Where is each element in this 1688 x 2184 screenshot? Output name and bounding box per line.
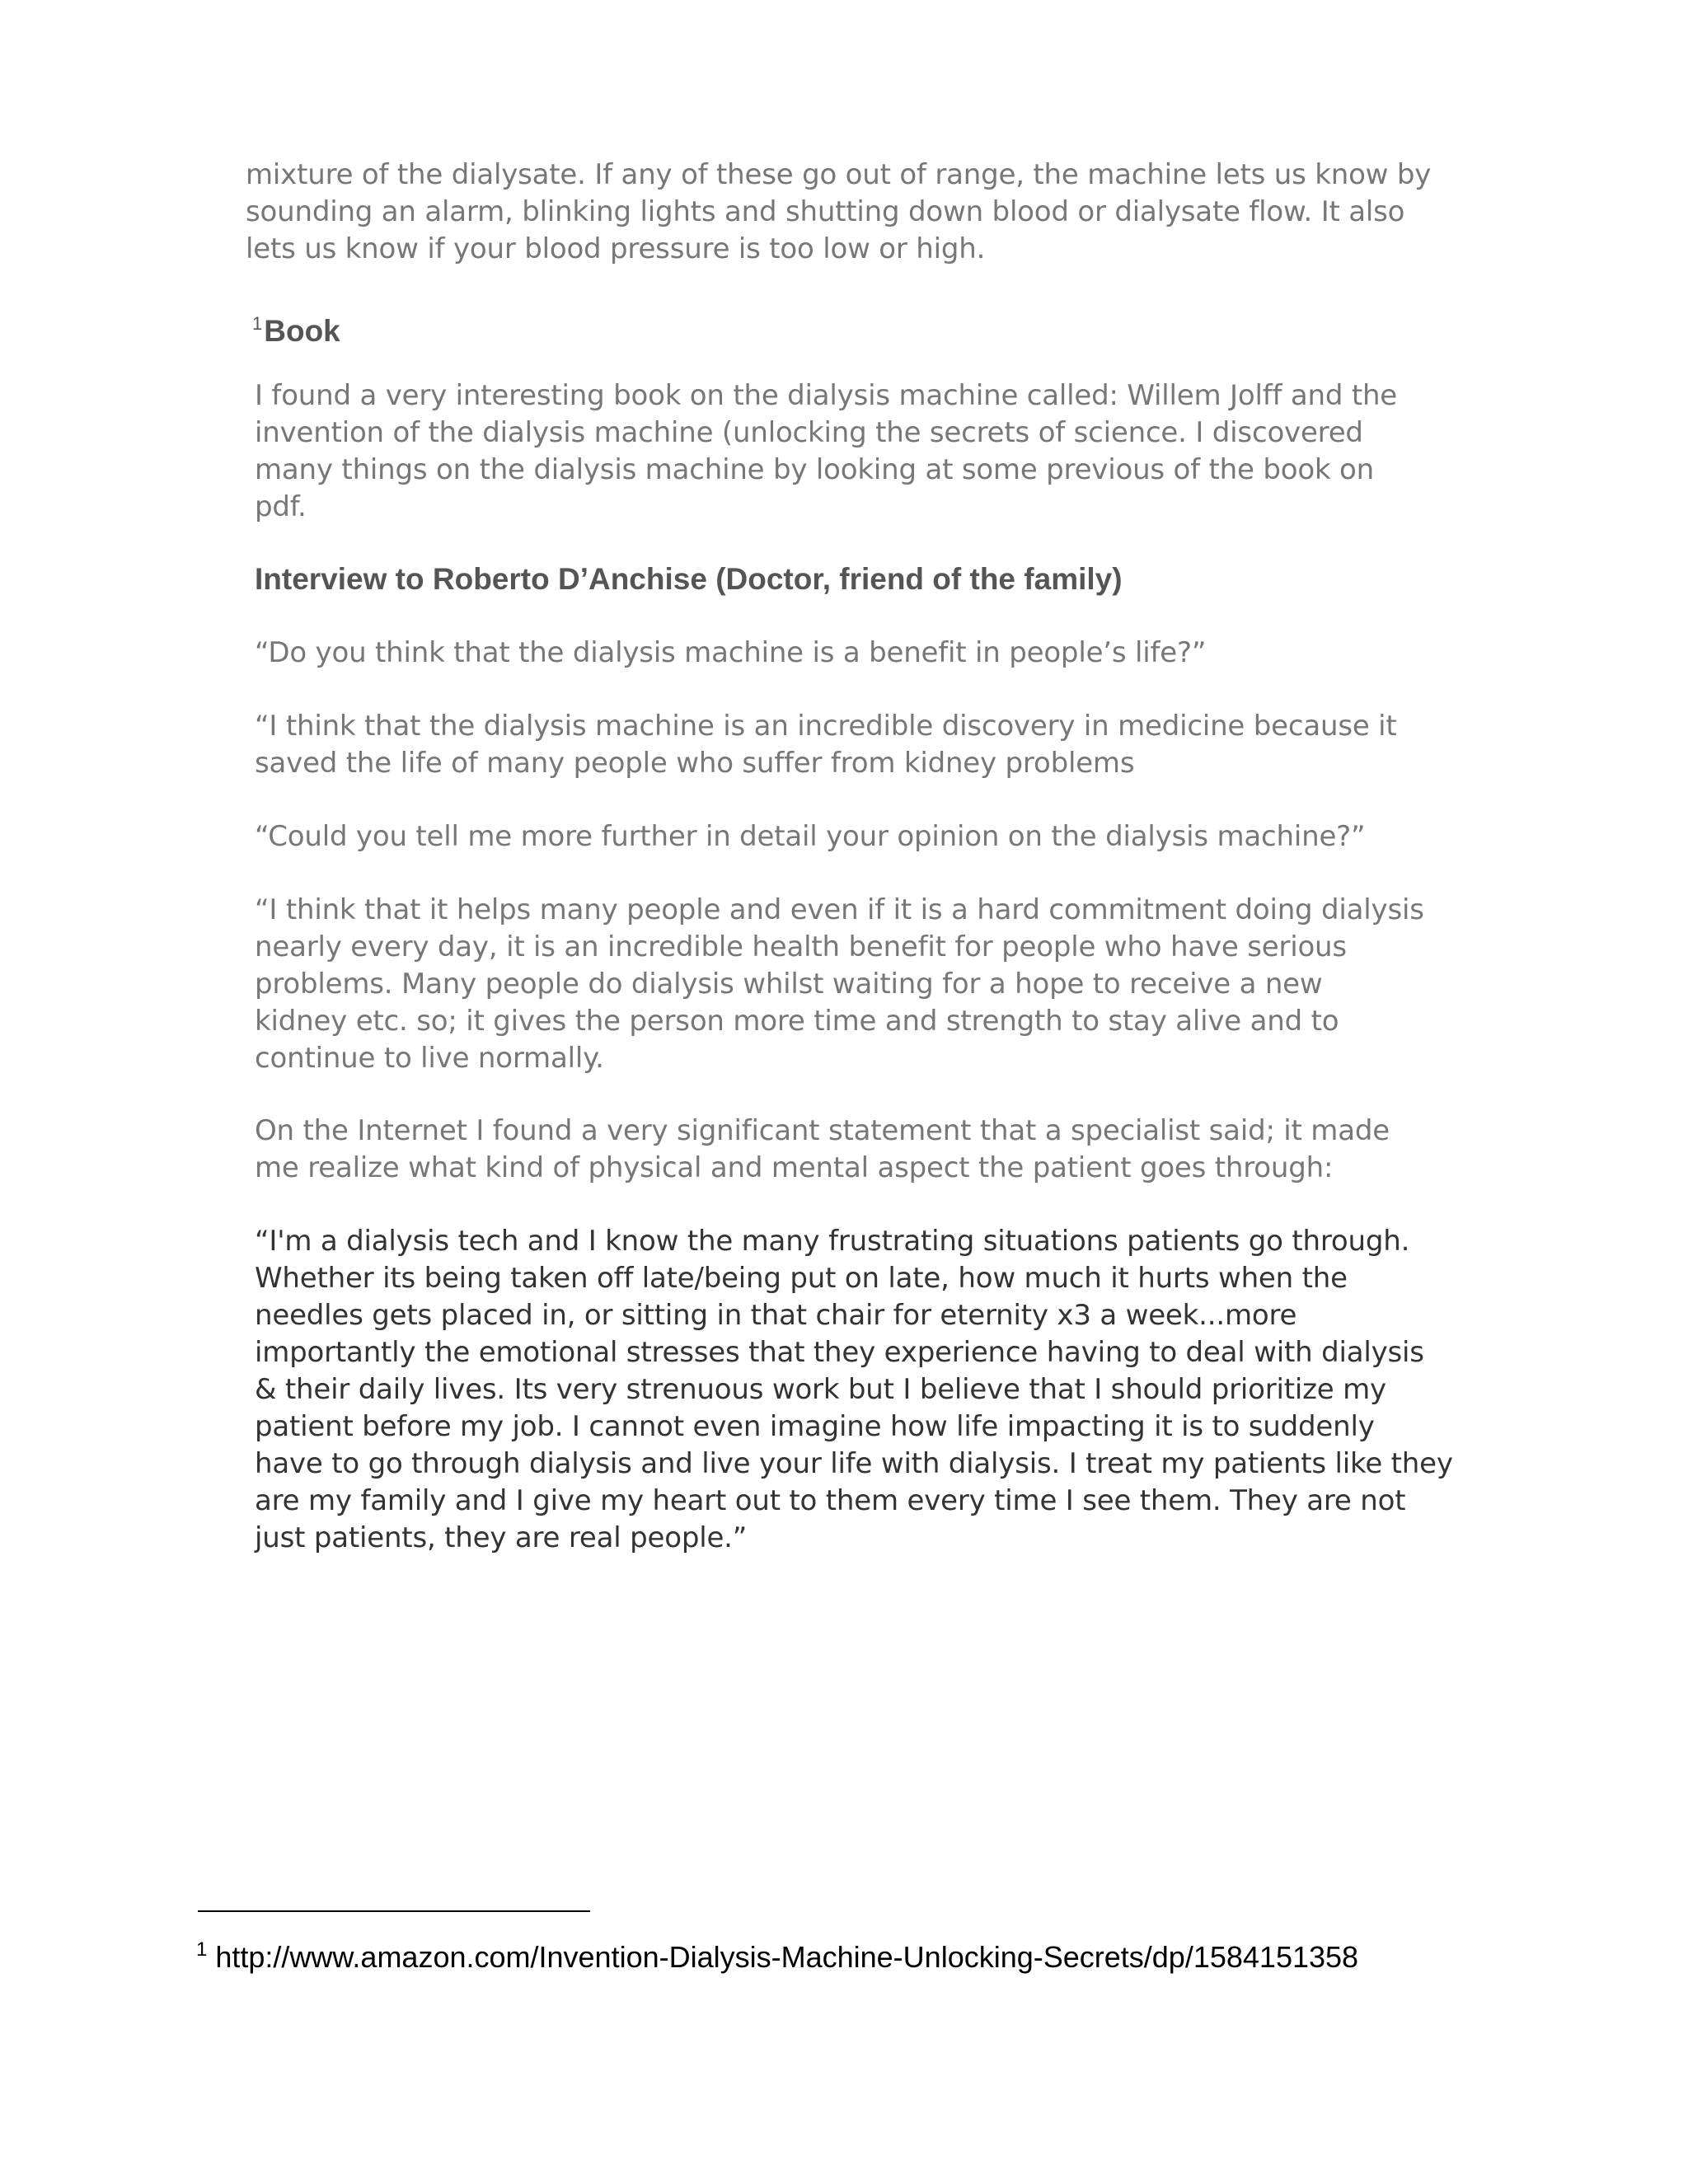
interview-question-1 xyxy=(255,635,1688,672)
text-line: continue to live normally. xyxy=(255,1042,604,1075)
book-paragraph xyxy=(255,377,1688,526)
book-heading xyxy=(252,305,340,349)
text-line: “I'm a dialysis tech and I know the many frustrating situations patients go through. xyxy=(255,1225,1410,1258)
continuation-paragraph xyxy=(246,157,1688,268)
interview-answer-2 xyxy=(255,892,1688,1077)
text-line: mixture of the dialysate. If any of these go out of range, the machine lets us know by xyxy=(246,158,1432,191)
book-heading-text: Book xyxy=(264,314,340,348)
text-line: pdf. xyxy=(255,490,307,523)
text-line: “I think that it helps many people and even if it is a hard commitment doing dialysis xyxy=(255,893,1424,926)
interview-heading xyxy=(255,560,1123,598)
text-line: many things on the dialysis machine by looking at some previous of the book on xyxy=(255,453,1374,486)
text-line: invention of the dialysis machine (unlocking the secrets of science. I discovered xyxy=(255,416,1363,449)
text-line: “Do you think that the dialysis machine is a benefit in people’s life?” xyxy=(255,636,1207,669)
text-line: are my family and I give my heart out to them every time I see them. They are not xyxy=(255,1484,1406,1517)
text-line: importantly the emotional stresses that they experience having to deal with dialysis xyxy=(255,1336,1424,1369)
text-line: saved the life of many people who suffer from kidney problems xyxy=(255,747,1135,780)
text-line: sounding an alarm, blinking lights and shutting down blood or dialysate flow. It also xyxy=(246,195,1405,228)
text-line: “I think that the dialysis machine is an incredible discovery in medicine because it xyxy=(255,710,1397,743)
text-line: have to go through dialysis and live your life with dialysis. I treat my patients like they xyxy=(255,1447,1453,1480)
text-line: me realize what kind of physical and mental aspect the patient goes through: xyxy=(255,1151,1334,1184)
text-line: kidney etc. so; it gives the person more time and strength to stay alive and to xyxy=(255,1005,1339,1038)
text-line: “Could you tell me more further in detail your opinion on the dialysis machine?” xyxy=(255,820,1366,853)
footnote xyxy=(196,1930,1358,1977)
text-line: nearly every day, it is an incredible health benefit for people who have serious xyxy=(255,930,1347,963)
interview-answer-1 xyxy=(255,708,1688,782)
internet-paragraph xyxy=(255,1113,1688,1187)
text-line: needles gets placed in, or sitting in that chair for eternity x3 a week...more xyxy=(255,1299,1297,1332)
text-line: I found a very interesting book on the dialysis machine called: Willem Jolff and the xyxy=(255,379,1398,412)
footnote-reference[interactable]: 1 xyxy=(252,313,263,334)
footnote-number: 1 xyxy=(196,1938,208,1961)
footnote-separator xyxy=(198,1910,590,1912)
text-line: patient before my job. I cannot even imagine how life impacting it is to suddenly xyxy=(255,1410,1375,1443)
text-line: problems. Many people do dialysis whilst waiting for a hope to receive a new xyxy=(255,968,1323,1001)
specialist-quote xyxy=(255,1223,1688,1557)
footnote-link[interactable]: http://www.amazon.com/Invention-Dialysis-Machine-Unlocking-Secrets/dp/1584151358 xyxy=(215,1940,1359,1974)
interview-question-2 xyxy=(255,818,1688,855)
text-line: just patients, they are real people.” xyxy=(255,1521,748,1554)
interview-heading-text: Interview to Roberto D’Anchise (Doctor, friend of the family) xyxy=(255,562,1123,596)
text-line: On the Internet I found a very significant statement that a specialist said; it made xyxy=(255,1114,1390,1147)
text-line: lets us know if your blood pressure is too low or high. xyxy=(246,232,986,265)
text-line: Whether its being taken off late/being put on late, how much it hurts when the xyxy=(255,1262,1348,1295)
text-line: & their daily lives. Its very strenuous work but I believe that I should prioritize my xyxy=(255,1373,1386,1406)
